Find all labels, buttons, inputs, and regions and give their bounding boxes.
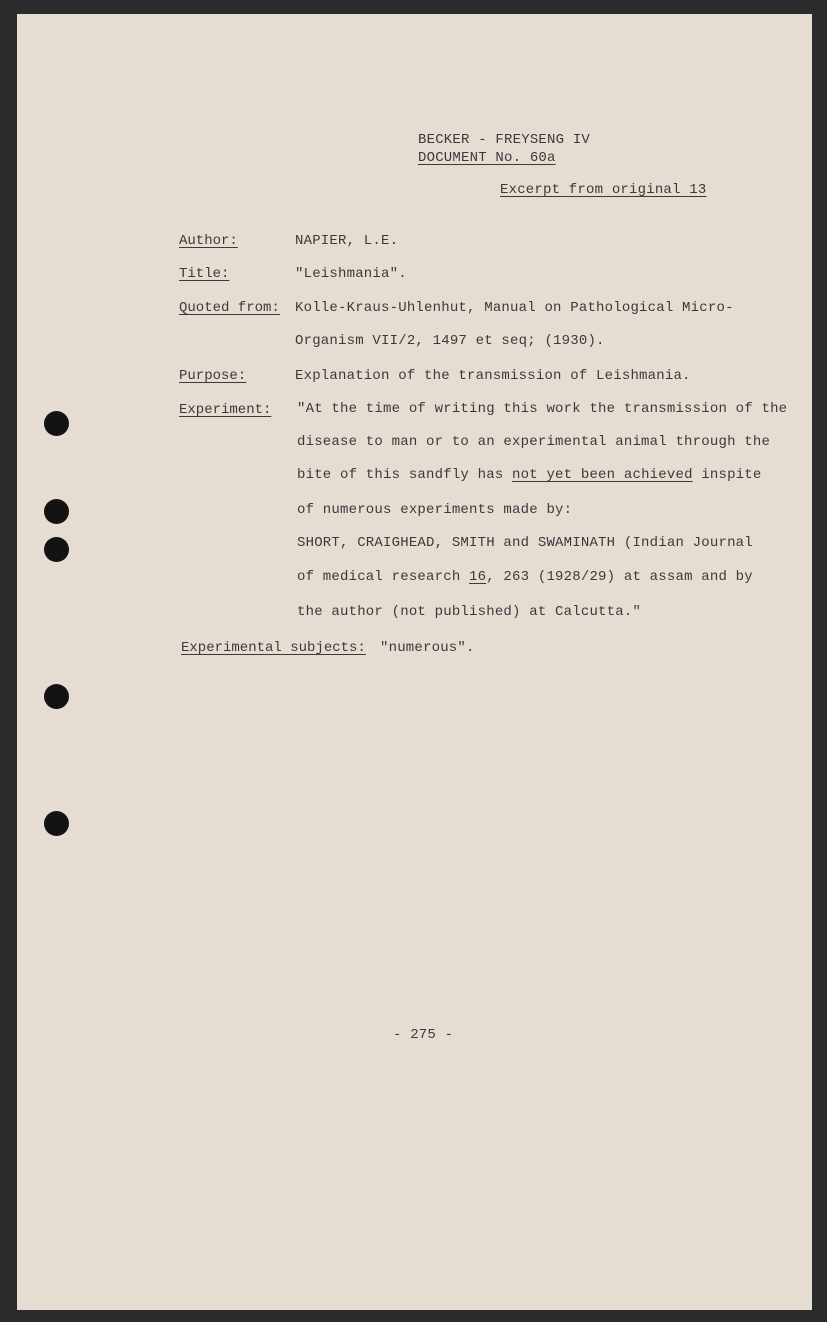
quoted-from-label: Quoted from:	[179, 300, 280, 316]
purpose-label: Purpose:	[179, 368, 247, 384]
quoted-from-line: Organism VII/2, 1497 et seq; (1930).	[295, 333, 605, 349]
experiment-line: bite of this sandfly has not yet been achieved inspite	[297, 467, 762, 483]
title-value: "Leishmania".	[295, 266, 407, 282]
subjects-value: "numerous".	[380, 640, 475, 656]
punch-hole	[44, 411, 69, 436]
header-document-number: DOCUMENT No. 60a	[418, 150, 556, 166]
experiment-line: of numerous experiments made by:	[297, 502, 573, 518]
quoted-from-line: Kolle-Kraus-Uhlenhut, Manual on Pathological Micro-	[295, 300, 734, 316]
document-page	[17, 14, 812, 1310]
experiment-line: SHORT, CRAIGHEAD, SMITH and SWAMINATH (Indian Journal	[297, 535, 753, 551]
title-label: Title:	[179, 266, 230, 282]
punch-hole	[44, 499, 69, 524]
experiment-line: of medical research 16, 263 (1928/29) at assam and by	[297, 569, 753, 585]
underlined-phrase: not yet been achieved	[512, 467, 693, 483]
page-number: - 275 -	[393, 1027, 454, 1043]
author-value: NAPIER, L.E.	[295, 233, 399, 249]
punch-hole	[44, 537, 69, 562]
subjects-label: Experimental subjects:	[181, 640, 366, 656]
punch-hole	[44, 811, 69, 836]
experiment-line: the author (not published) at Calcutta."	[297, 604, 642, 620]
punch-hole	[44, 684, 69, 709]
underlined-volume: 16	[469, 569, 487, 585]
purpose-value: Explanation of the transmission of Leishmania.	[295, 368, 691, 384]
author-label: Author:	[179, 233, 238, 249]
experiment-line: disease to man or to an experimental animal through the	[297, 434, 771, 450]
header-case: BECKER - FREYSENG IV	[418, 132, 591, 148]
header-excerpt: Excerpt from original 13	[500, 182, 707, 198]
experiment-line: "At the time of writing this work the transmission of the	[297, 401, 788, 417]
experiment-label: Experiment:	[179, 402, 272, 418]
